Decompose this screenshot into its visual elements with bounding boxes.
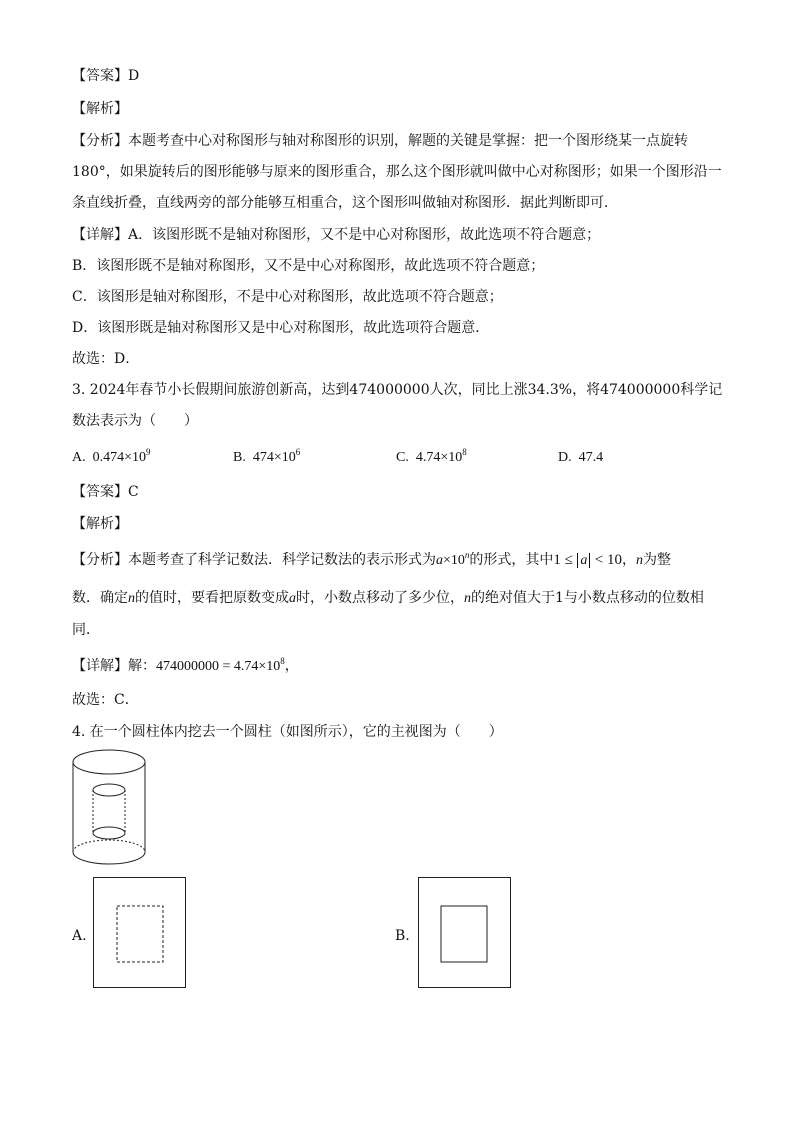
ineq-right: < 10 xyxy=(594,552,623,568)
q4-option-a-figure xyxy=(93,877,187,989)
hollow-cylinder-figure xyxy=(72,748,154,866)
formula-n: n xyxy=(636,553,644,568)
q3-stem-line-1: 3. 2024年春节小长假期间旅游创新高，达到474000000人次，同比上涨34.3%，将474000000科学记 xyxy=(72,382,723,398)
ineq-abs: a xyxy=(577,553,590,568)
option-label: B. xyxy=(233,450,246,465)
fenxi-tag: 【分析】 xyxy=(72,133,128,149)
fenxi-text: 的绝对值大于1与小数点移动的位数相 xyxy=(471,590,704,606)
option-value: 4.74×10 xyxy=(415,450,463,465)
q2-detail-a xyxy=(72,225,600,245)
q4-option-b-label: B. xyxy=(395,928,410,944)
q2-conclusion: 故选：D． xyxy=(72,351,140,367)
fenxi-text: 本题考查中心对称图形与轴对称图形的识别，解题的关键是掌握：把一个图形绕某一点旋转 xyxy=(128,133,688,149)
detail-exponent: 8 xyxy=(280,656,285,666)
fenxi-text: 本题考查了科学记数法．科学记数法的表示形式为 xyxy=(128,552,436,568)
fenxi-text: 的值时，要看把原数变成 xyxy=(135,590,289,606)
q3-analysis-heading: 【解析】 xyxy=(72,516,128,532)
fenxi-text: 数．确定 xyxy=(72,590,128,606)
q4-option-b-figure xyxy=(418,877,512,989)
option-exponent: 9 xyxy=(146,447,151,457)
q3-option-a xyxy=(72,448,151,468)
fenxi-text: 为整 xyxy=(643,552,672,568)
option-label: A. xyxy=(72,450,86,465)
formula-n: n xyxy=(128,591,135,606)
q2-detail-b: B．该图形既不是轴对称图形，又不是中心对称图形，故此选项不符合题意； xyxy=(72,258,545,274)
q3-option-b xyxy=(233,448,300,468)
q3-option-d xyxy=(558,448,603,468)
option-value: 47.4 xyxy=(578,450,604,465)
q2-fenxi-line-3: 条直线折叠，直线两旁的部分能够互相重合，这个图形叫做轴对称图形．据此判断即可． xyxy=(72,195,618,211)
q3-fenxi-line-2 xyxy=(72,588,704,609)
q2-analysis-heading: 【解析】 xyxy=(72,101,128,117)
fenxi-tag: 【分析】 xyxy=(72,552,128,568)
option-value: 474×10 xyxy=(252,450,296,465)
detail-end: ， xyxy=(284,658,299,674)
q3-answer: 【答案】C xyxy=(72,484,139,500)
q3-conclusion: 故选：C． xyxy=(72,692,139,708)
formula-n: n xyxy=(464,591,471,606)
q4-option-a-label: A. xyxy=(72,928,87,944)
xiangjie-tag: 【详解】 xyxy=(72,227,128,243)
q4-stem: 4. 在一个圆柱体内挖去一个圆柱（如图所示），它的主视图为（ ） xyxy=(72,724,503,740)
q3-detail xyxy=(72,656,299,677)
formula-a: a xyxy=(289,591,296,606)
q2-fenxi-line-2: 180°，如果旋转后的图形能够与原来的图形重合，那么这个图形就叫做中心对称图形；如果一个图形沿一 xyxy=(72,164,722,180)
q3-option-c xyxy=(396,448,467,468)
q3-stem-line-2: 数法表示为（ ） xyxy=(72,413,198,429)
option-value: 0.474×10 xyxy=(92,450,147,465)
option-exponent: 6 xyxy=(295,447,301,457)
fenxi-text: 时，小数点移动了多少位， xyxy=(296,590,464,606)
formula-n: n xyxy=(464,550,470,560)
q2-detail-c: C．该图形是轴对称图形，不是中心对称图形，故此选项不符合题意； xyxy=(72,289,503,305)
q2-fenxi-line-1 xyxy=(72,131,688,151)
q3-fenxi-line-1: 【分析】本题考查了科学记数法．科学记数法的表示形式为$a\times 10^n$的形式，其中1 ≤ a < 10，n为整 xyxy=(72,550,672,568)
option-label: D. xyxy=(558,450,572,465)
option-exponent: 8 xyxy=(462,447,467,457)
detail-text: 解：474000000 = 4.74×10 xyxy=(128,659,281,674)
q2-answer: 【答案】D xyxy=(72,68,140,84)
q2-detail-d: D．该图形既是轴对称图形又是中心对称图形，故此选项符合题意． xyxy=(72,320,490,336)
q3-fenxi-line-3: 同． xyxy=(72,622,100,638)
option-label: C. xyxy=(396,450,409,465)
xiangjie-tag: 【详解】 xyxy=(72,658,128,674)
fenxi-text: 的形式，其中 xyxy=(469,552,554,568)
detail-text: A．该图形既不是轴对称图形，又不是中心对称图形，故此选项不符合题意； xyxy=(128,227,601,243)
ineq-left: 1 ≤ xyxy=(553,552,573,568)
formula-a: a xyxy=(436,553,443,568)
formula-times: ×10 xyxy=(443,553,465,568)
